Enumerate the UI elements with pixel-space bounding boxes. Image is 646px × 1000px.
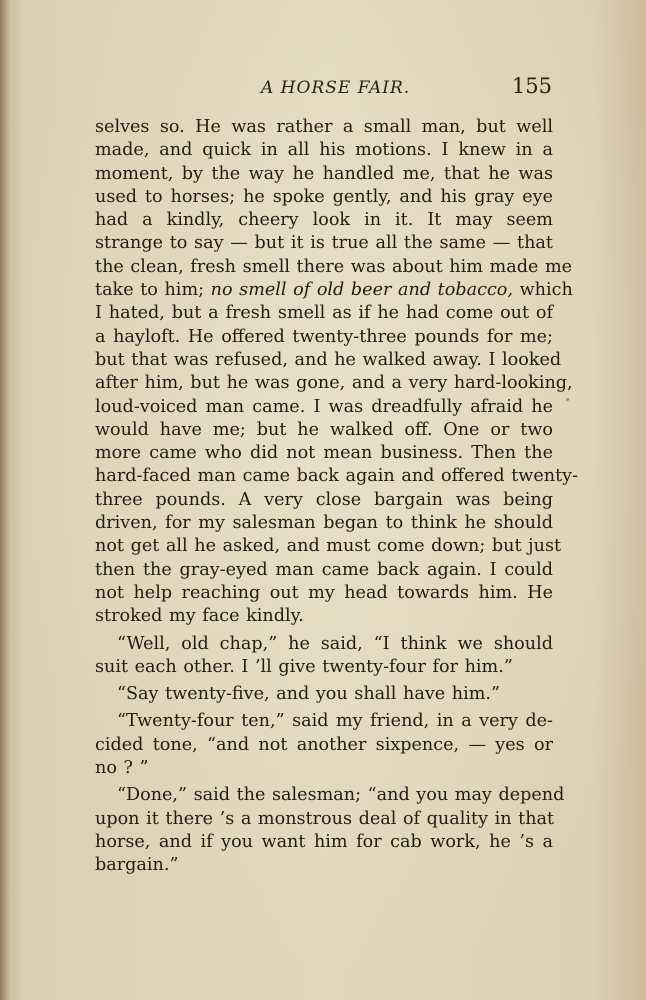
- text-line: selves so. He was rather a small man, but well: [95, 117, 553, 137]
- text-line: “Say twenty-five, and you shall have him.”: [117, 684, 500, 705]
- text-line: strange to say — but it is true all the same — that: [95, 233, 553, 254]
- running-header: [96, 74, 552, 104]
- text-line: the clean, fresh smell there was about him made me: [95, 256, 573, 277]
- text-line: suit each other. I ’ll give twenty-four for him.”: [95, 656, 513, 677]
- text-line: bargain.”: [95, 855, 179, 876]
- text-line: after him, but he was gone, and a very hard-looking,: [95, 373, 573, 394]
- page-number: 155: [511, 74, 552, 98]
- text-line: had a kindly, cheery look in it. It may seem: [95, 210, 553, 231]
- text-line: horse, and if you want him for cab work, he ’s a: [95, 831, 553, 852]
- text-line: moment, by the way he handled me, that he was: [95, 163, 553, 184]
- text-segment: which: [519, 280, 573, 301]
- text-line: three pounds. A very close bargain was being: [95, 489, 553, 510]
- text-line: driven, for my salesman began to think he should: [95, 513, 553, 534]
- text-line: would have me; but he walked off. One or two: [95, 419, 553, 440]
- text-line: but that was refused, and he walked away. I looked: [95, 349, 562, 370]
- running-title: A HORSE FAIR.: [261, 78, 411, 98]
- text-line: not get all he asked, and must come down; but just: [95, 536, 562, 557]
- text-line: upon it there ’s a monstrous deal of quality in that: [95, 808, 555, 829]
- text-line-mixed: [95, 279, 573, 302]
- text-line: used to horses; he spoke gently, and his gray eye: [95, 186, 553, 207]
- text-line: hard-faced man came back again and offered twenty-: [95, 466, 579, 487]
- text-line: I hated, but a fresh smell as if he had come out of: [95, 303, 553, 324]
- text-segment: take to him;: [95, 280, 205, 301]
- body-text: [95, 116, 579, 878]
- text-line: cided tone, “and not another sixpence, — yes or: [95, 734, 553, 755]
- text-line: no ? ”: [95, 758, 149, 779]
- text-line: more came who did not mean business. Then the: [95, 443, 553, 464]
- text-line: made, and quick in all his motions. I knew in a: [95, 140, 553, 161]
- text-line: “Twenty-four ten,” said my friend, in a very de-: [117, 711, 553, 732]
- text-line: stroked my face kindly.: [95, 606, 304, 627]
- text-line: not help reaching out my head towards him. He: [95, 582, 553, 603]
- text-line: loud-voiced man came. I was dreadfully afraid he: [95, 396, 553, 417]
- italic-phrase: no smell of old beer and tobacco,: [210, 280, 513, 301]
- page-gutter-shadow: [0, 0, 10, 1000]
- text-line: then the gray-eyed man came back again. I could: [95, 559, 553, 580]
- text-line: “Well, old chap,” he said, “I think we should: [117, 633, 553, 654]
- paper-speck: [566, 398, 569, 401]
- text-line: a hayloft. He offered twenty-three pounds for me;: [95, 326, 553, 347]
- text-line: “Done,” said the salesman; “and you may depend: [117, 785, 565, 806]
